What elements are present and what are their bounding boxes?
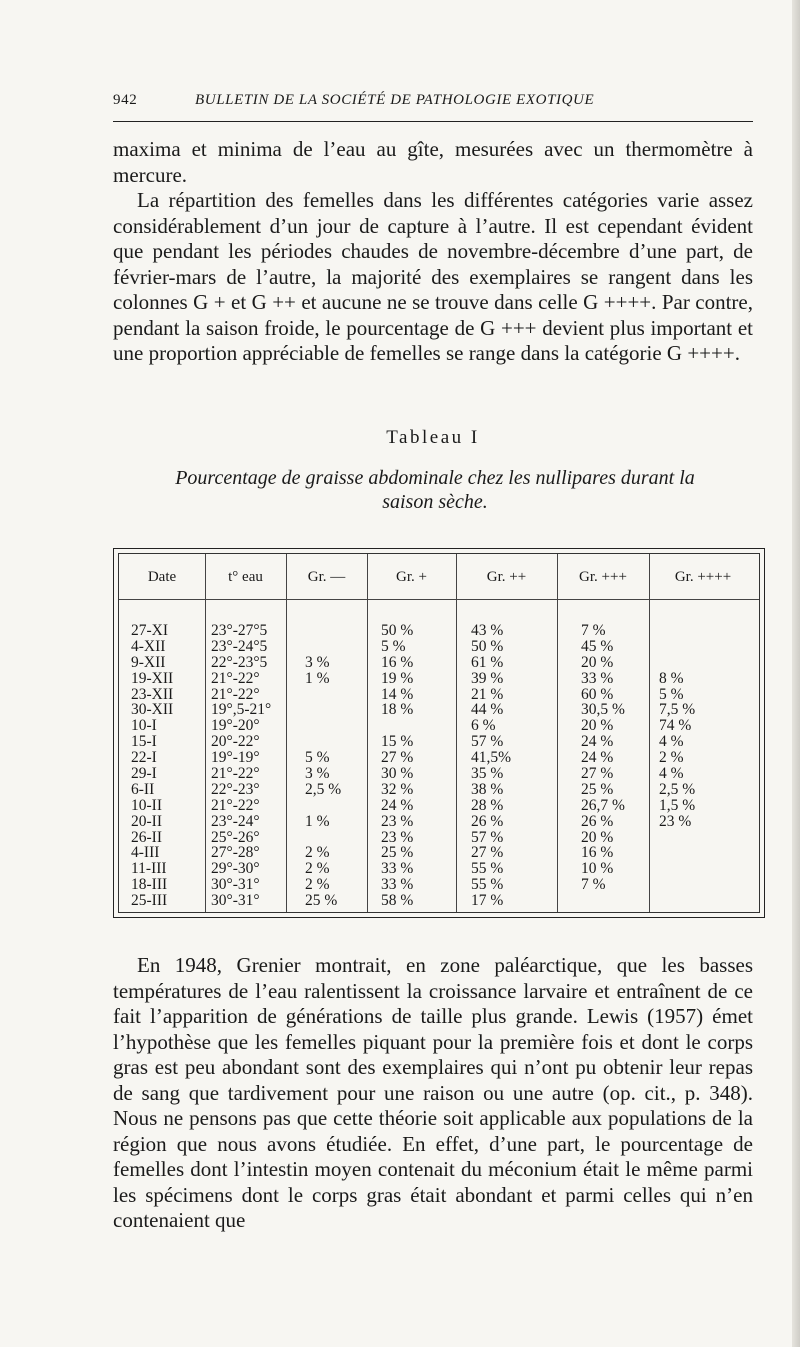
table-cell: 19-XII — [131, 669, 174, 687]
table-cell: 19°-19° — [211, 749, 260, 767]
table-cell: 23°-24°5 — [211, 637, 268, 655]
table-cell: 5 % — [381, 637, 406, 655]
table-row — [119, 671, 759, 687]
table-cell: 18 % — [381, 701, 414, 719]
table-cell: 33 % — [381, 860, 414, 878]
table-cell: 25 % — [581, 780, 614, 798]
table-cell: 20 % — [581, 717, 614, 735]
table-row — [119, 655, 759, 671]
table-cell: 61 % — [471, 653, 504, 671]
data-table — [113, 548, 765, 918]
table-cell: 20 % — [581, 828, 614, 846]
table-cell: 25°-26° — [211, 828, 260, 846]
table-cell: 58 % — [381, 892, 414, 910]
header-separator — [119, 599, 759, 600]
paragraph-3: En 1948, Grenier montrait, en zone paléarctique, que les basses températures de l’eau ralentissent la croissance larvaire et entraînent de ce fait l’apparition de générations de taille plus grande. Lewis (1957) émet l’hypothèse que les femelles piquant pour la première fois et dont le corps gras est peu abondant sont des exemplaires qui n’ont pu obtenir leur repas de sang que tardivement pour une raison ou une autre (op. cit., p. 348). Nous ne pensons pas que cette théorie soit applicable aux populations de la région que nous avons étudiée. En effet, d’une part, le pourcentage de femelles dont l’intestin moyen contenait du méconium était le même parmi les spécimens dont le corps gras était abondant et parmi celles qui n’en contenaient que — [113, 953, 753, 1232]
table-cell: 20-II — [131, 812, 162, 830]
table-cell: 10 % — [581, 860, 614, 878]
table-cell: 57 % — [471, 828, 504, 846]
table-cell: 43 % — [471, 622, 504, 639]
table-cell: 50 % — [381, 622, 414, 639]
table-row — [119, 861, 759, 877]
table-row — [119, 734, 759, 750]
table-cell: 4 % — [659, 765, 684, 783]
header-rule — [113, 121, 753, 122]
table-cell: 32 % — [381, 780, 414, 798]
table-cell: 29-I — [131, 765, 157, 783]
column-header: Gr. — — [307, 569, 346, 585]
table-cell: 4 % — [659, 733, 684, 751]
table-cell: 33 % — [581, 669, 614, 687]
journal-title: BULLETIN DE LA SOCIÉTÉ DE PATHOLOGIE EXOTIQUE — [195, 92, 595, 108]
table-cell: 23 % — [381, 812, 414, 830]
table-cell: 21°-22° — [211, 765, 260, 783]
column-header: Gr. ++++ — [674, 569, 732, 585]
table-cell: 24 % — [581, 749, 614, 767]
table-cell: 15 % — [381, 733, 414, 751]
table-cell: 27°-28° — [211, 844, 260, 862]
table-row — [119, 830, 759, 846]
table-row — [119, 718, 759, 734]
table-cell: 7,5 % — [659, 701, 696, 719]
column-header: Gr. +++ — [579, 569, 627, 585]
table-cell: 23°-27°5 — [211, 622, 268, 639]
table-cell: 60 % — [581, 685, 614, 703]
table-cell: 10-I — [131, 717, 157, 735]
table-cell: 27-XI — [131, 622, 169, 639]
table-cell: 5 % — [659, 685, 684, 703]
table-cell: 14 % — [381, 685, 414, 703]
table-cell: 15-I — [131, 733, 157, 751]
table-cell: 8 % — [659, 669, 684, 687]
table-cell: 23 % — [381, 828, 414, 846]
table-cell: 7 % — [581, 876, 606, 894]
table-cell: 1,5 % — [659, 796, 696, 814]
table-cell: 29°-30° — [211, 860, 260, 878]
table-cell: 26-II — [131, 828, 162, 846]
table-cell: 7 % — [581, 622, 606, 639]
table-cell: 3 % — [305, 765, 330, 783]
table-cell: 30-XII — [131, 701, 174, 719]
table-cell: 6-II — [131, 780, 155, 798]
table-cell: 4-III — [131, 844, 160, 862]
table-cell: 20°-22° — [211, 733, 260, 751]
table-cell: 2,5 % — [305, 780, 342, 798]
table-cell: 4-XII — [131, 637, 166, 655]
table-cell: 2 % — [659, 749, 684, 767]
table-cell: 33 % — [381, 876, 414, 894]
table-cell: 26 % — [471, 812, 504, 830]
table-body — [119, 623, 759, 909]
column-header: Gr. ++ — [486, 569, 527, 585]
table-cell: 2,5 % — [659, 780, 696, 798]
table-cell: 5 % — [305, 749, 330, 767]
table-row — [119, 639, 759, 655]
page-number: 942 — [113, 92, 138, 108]
table-cell: 23-XII — [131, 685, 174, 703]
table-cell: 23°-24° — [211, 812, 260, 830]
table-cell: 39 % — [471, 669, 504, 687]
table-cell: 22°-23° — [211, 780, 260, 798]
table-cell: 26,7 % — [581, 796, 625, 814]
table-cell: 21°-22° — [211, 796, 260, 814]
table-cell: 1 % — [305, 812, 330, 830]
table-cell: 16 % — [381, 653, 414, 671]
table-cell: 17 % — [471, 892, 504, 910]
body-text-top — [113, 137, 753, 367]
table-caption: Pourcentage de graisse abdominale chez les nullipares durant la saison sèche. — [175, 467, 695, 513]
table-cell: 20 % — [581, 653, 614, 671]
page-edge — [792, 0, 800, 1347]
table-cell: 27 % — [381, 749, 414, 767]
table-cell: 45 % — [581, 637, 614, 655]
table-row — [119, 766, 759, 782]
table-cell: 11-III — [131, 860, 167, 878]
table-cell: 28 % — [471, 796, 504, 814]
table-cell: 30 % — [381, 765, 414, 783]
table-cell: 74 % — [659, 717, 692, 735]
table-cell: 55 % — [471, 876, 504, 894]
table-cell: 19°-20° — [211, 717, 260, 735]
table-cell: 1 % — [305, 669, 330, 687]
table-cell: 23 % — [659, 812, 692, 830]
table-cell: 19 % — [381, 669, 414, 687]
table-cell: 25 % — [305, 892, 338, 910]
table-cell: 50 % — [471, 637, 504, 655]
table-cell: 6 % — [471, 717, 496, 735]
table-cell: 22°-23°5 — [211, 653, 268, 671]
table-cell: 18-III — [131, 876, 168, 894]
table-row — [119, 798, 759, 814]
table-cell: 44 % — [471, 701, 504, 719]
table-cell: 38 % — [471, 780, 504, 798]
paragraph-1: maxima et minima de l’eau au gîte, mesurées avec un thermomètre à mercure. — [113, 137, 753, 187]
paragraph-2: La répartition des femelles dans les différentes catégories varie assez considérablement d’un jour de capture à l’autre. Il est cependant évident que pendant les périodes chaudes de novembre-décembre d’une part, de février-mars de l’autre, la majorité des exemplaires se rangent dans les colonnes G + et G ++ et aucune ne se trouve dans celle G ++++. Par contre, pendant la saison froide, le pourcentage de G +++ devient plus important et une proportion appréciable de femelles se range dans la catégorie G ++++. — [113, 188, 753, 365]
table-row — [119, 877, 759, 893]
table-cell: 25 % — [381, 844, 414, 862]
table-cell: 2 % — [305, 844, 330, 862]
column-header: Gr. + — [396, 569, 427, 585]
table-row — [119, 623, 759, 639]
table-cell: 27 % — [581, 765, 614, 783]
column-header: Date — [147, 569, 177, 585]
table-row — [119, 702, 759, 718]
table-cell: 26 % — [581, 812, 614, 830]
table-row — [119, 845, 759, 861]
table-cell: 27 % — [471, 844, 504, 862]
table-cell: 30°-31° — [211, 876, 260, 894]
table-row — [119, 687, 759, 703]
table-row — [119, 782, 759, 798]
table-cell: 10-II — [131, 796, 162, 814]
table-cell: 21°-22° — [211, 685, 260, 703]
table-cell: 25-III — [131, 892, 168, 910]
column-header: t° eau — [228, 569, 263, 585]
table-cell: 30,5 % — [581, 701, 625, 719]
table-cell: 9-XII — [131, 653, 166, 671]
table-inner-frame — [118, 553, 760, 913]
table-cell: 3 % — [305, 653, 330, 671]
table-cell: 22-I — [131, 749, 157, 767]
table-cell: 2 % — [305, 860, 330, 878]
table-cell: 24 % — [581, 733, 614, 751]
table-cell: 21°-22° — [211, 669, 260, 687]
table-row — [119, 814, 759, 830]
table-cell: 19°,5-21° — [211, 701, 272, 719]
table-cell: 30°-31° — [211, 892, 260, 910]
table-cell: 16 % — [581, 844, 614, 862]
table-row — [119, 750, 759, 766]
table-title: Tableau I — [386, 427, 480, 448]
table-row — [119, 893, 759, 909]
table-cell: 55 % — [471, 860, 504, 878]
table-cell: 21 % — [471, 685, 504, 703]
table-cell: 41,5% — [471, 749, 512, 767]
table-cell: 57 % — [471, 733, 504, 751]
table-cell: 2 % — [305, 876, 330, 894]
table-cell: 24 % — [381, 796, 414, 814]
table-cell: 35 % — [471, 765, 504, 783]
body-text-bottom — [113, 953, 753, 1234]
